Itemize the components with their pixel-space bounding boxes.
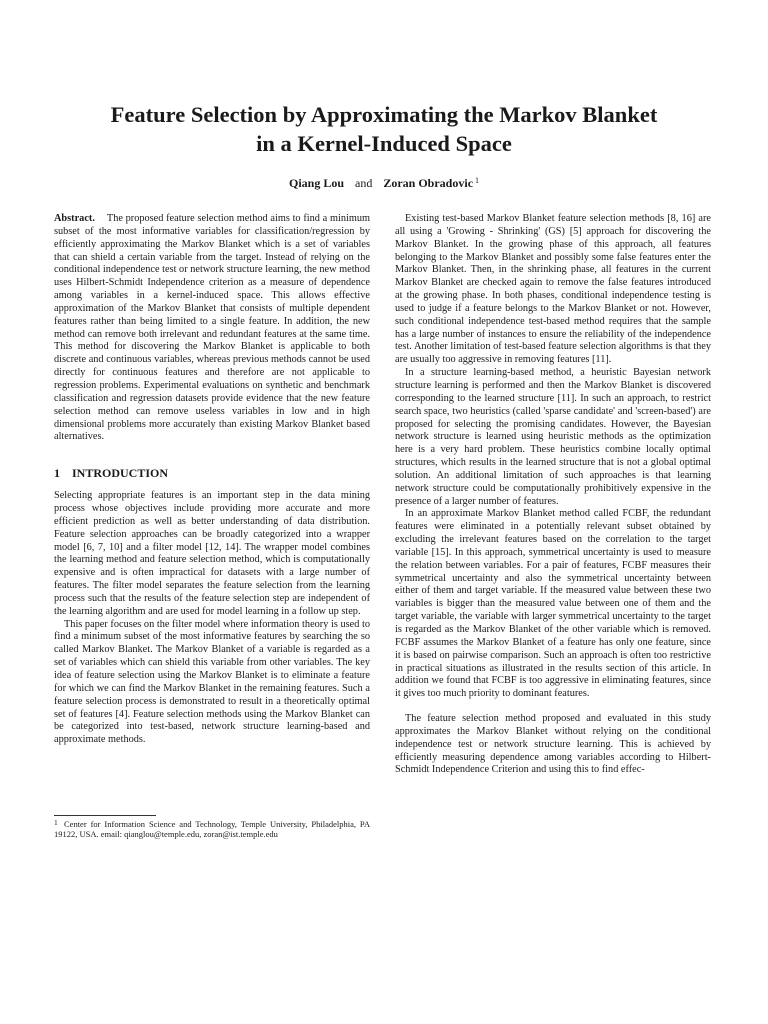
title-line-2: in a Kernel-Induced Space — [256, 131, 512, 156]
title-line-1: Feature Selection by Approximating the Markov Blanket — [110, 102, 658, 127]
footnote — [54, 818, 370, 839]
section-heading — [54, 466, 370, 480]
body-paragraph: This paper focuses on the filter model where information theory is used to find a minimum subset of the most informative features by searching the so called Markov Blanket. The Markov Blanket of a variable is regarded as a set of variables which can shield this variable from other variables. The key idea of feature selection using the Markov Blanket is to eliminate a feature for which we can find the Markov Blanket in the remaining features. Such a feature selection process is demonstrated to result in a theoretically optimal set of features [4]. Feature selection methods using the Markov Blanket can be categorized into test-based, network structure learning-based and approximate methods. — [54, 618, 370, 746]
footnote-text: Center for Information Science and Technology, Temple University, Philadelphia, PA 19122, USA. email: qianglou@temple.edu, zoran@ist.temple.edu — [54, 819, 370, 840]
author-separator: and — [355, 176, 373, 190]
author-name: Qiang Lou — [288, 176, 345, 190]
abstract-text: The proposed feature selection method aims to find a minimum subset of the most informative variables for classification/regression by efficiently approximating the Markov Blanket which is a set of variables that can shield a certain variable from the target. Instead of relying on the conditional independence test or network structure learning, the new method uses Hilbert-Schmidt Independence criterion as a measure of dependence among variables in a kernel-induced space. This allows effective approximation of the Markov Blanket that consists of multiple dependent features rather than being limited to a single feature. In addition, the new method can remove both irrelevant and redundant features at the same time. This method for discovering the Markov Blanket is applicable to both discrete and continuous variables, whereas previous methods cannot be used directly for continuous features and therefore are not applicable to regression problems. Experimental evaluations on synthetic and benchmark classification and regression datasets provide evidence that the new feature selection method can remove useless variables in low and in high dimensional problems more accurately than existing Markov Blanket based alternatives. — [54, 213, 370, 443]
left-column — [54, 213, 370, 747]
body-paragraph: In an approximate Markov Blanket method called FCBF, the redundant features were eliminated in a potentially relevant subset obtained by excluding the irrelevant features based on the correlation to the target variable [15]. In this approach, symmetrical uncertainty is used to measure the relation between variables. For a pair of features, FCBF measures their symmetrical uncertainty and also the symmetrical uncertainty between either of them and target variable. If the measured value between these two variables is bigger than the measured value between one of them and the target variable, the variable with larger symmetrical uncertainty to the target is regarded as the Markov Blanket of the other variable which is removed. FCBF assumes the Markov Blanket of a feature has only one feature, since it is based on pairwise comparison. Such an approach is often too restrictive in practical situations as illustrated in the results section of this article. In addition we found that FCBF is too aggressive in eliminating features, since it gives too much priority to dominant features. — [395, 508, 711, 700]
right-column — [395, 213, 711, 777]
footnote-rule — [54, 815, 156, 816]
paper-title — [40, 100, 728, 158]
author-footnote-mark: 1 — [475, 176, 480, 185]
author-list — [40, 174, 728, 190]
section-number: 1 — [54, 466, 60, 481]
body-paragraph: Existing test-based Markov Blanket feature selection methods [8, 16] are all using a 'Growing - Shrinking' (GS) [5] approach for discovering the Markov Blanket. In the growing phase of this approach, all features belonging to the Markov Blanket and possibly some false features enter the Markov Blanket. Then, in the shrinking phase, all features in the current Markov Blanket are checked again to remove the false features introduced at the growing phase. In both phases, conditional independence testing is used to judge if a feature belongs to the Markov Blanket or not. However, such conditional independence test-based method requires that the sample has a large number of instances to ensure the reliability of the independence test. Another limitation of test-based feature selection algorithms is that they are usually too aggressive in removing features [11]. — [395, 213, 711, 366]
body-paragraph: The feature selection method proposed and evaluated in this study approximates the Markov Blanket without relying on the conditional independence test or network structure learning. This is achieved by efficiently measuring dependence among variables according to Hilbert-Schmidt Independence Criterion and using this to find effec- — [395, 713, 711, 776]
body-paragraph: Selecting appropriate features is an important step in the data mining process whose objectives include providing more accurate and more efficient prediction as well as better understanding of data distribution. Feature selection approaches can be broadly categorized into a wrapper model [6, 7, 10] and a filter model [12, 14]. The wrapper model combines the learning method and feature selection method, which is computationally expensive and is often impractical for datasets with a large number of features. The filter model separates the feature selection from the learning process such that the results of the feature selection step are independent of the learning algorithm and are used for model learning in a follow up step. — [54, 490, 370, 617]
body-paragraph: In a structure learning-based method, a heuristic Bayesian network structure learning is performed and then the Markov Blanket is discovered corresponding to the learned structure [11]. In such an approach, to restrict search space, two heuristics (called 'sparse candidate' and 'screen-based') are proposed for selecting the promising candidates. However, the Bayesian network structure is learned using heuristic methods as the optimization here is a very hard problem. These heuristics combine locally optimal structures, which results in the learned structure that is not a global optimal solution. An additional limitation of such approaches is that learning network structure could be computationally prohibitively expensive in the presence of a larger number of features. — [395, 367, 711, 507]
footnote-mark: 1 — [54, 818, 58, 827]
abstract-label: Abstract. — [54, 213, 95, 224]
author-name: Zoran Obradovic — [383, 176, 474, 190]
section-title: INTRODUCTION — [72, 466, 169, 481]
abstract — [54, 213, 370, 444]
